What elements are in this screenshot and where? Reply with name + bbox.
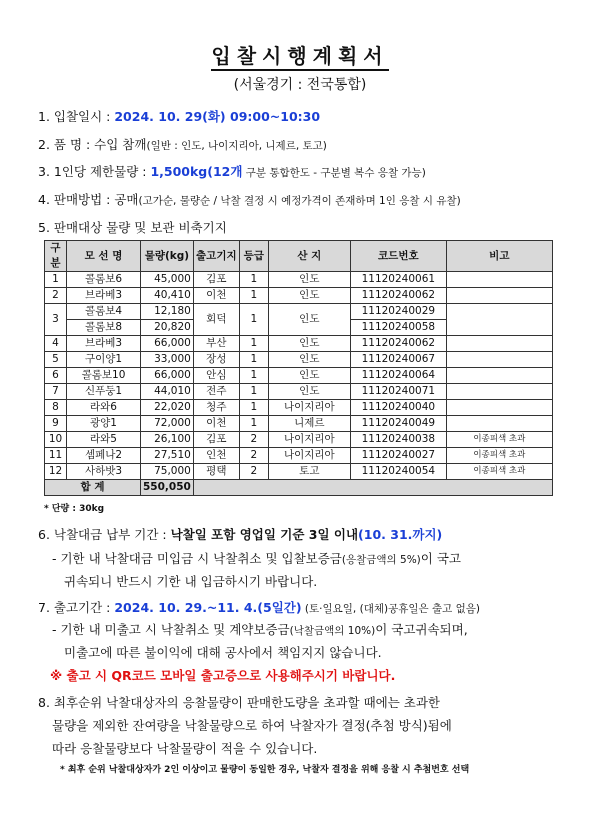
table-total-row — [45, 480, 553, 496]
table-row: 7 신푸둥1 44,010 전주 1 인도 11120240071 — [45, 384, 553, 400]
table-row: 12 사하밧3 75,000 평택 2 토고 11120240054 이종피색 초과 — [45, 464, 553, 480]
lottery-note: * 최후 순위 낙찰대상자가 2인 이상이고 물량이 동일한 경우, 낙찰자 결정을 위해 응찰 시 추첨번호 선택 — [60, 765, 470, 775]
section-2-item: 2. 품 명 : 수입 참깨(일반 : 인도, 나이지리아, 니제르, 토고) — [38, 137, 327, 152]
section-8-line-2: 물량을 제외한 잔여량을 낙찰물량으로 하여 낙찰자가 결정(추첨 방식)됨에 — [52, 718, 452, 733]
section-8-line-3: 따라 응찰물량보다 낙찰물량이 적을 수 있습니다. — [52, 741, 318, 756]
header-qty: 물량(kg) — [141, 241, 194, 272]
section-5-heading: 5. 판매대상 물량 및 보관 비축기지 — [38, 220, 227, 235]
table-row: 콜롬보8 20,820 11120240058 — [45, 320, 553, 336]
header-no: 구분 — [45, 241, 67, 272]
section-6-detail-1: - 기한 내 낙찰대금 미입금 시 낙찰취소 및 입찰보증금(응찰금액의 5%)이 국고 — [52, 551, 461, 566]
section-3-limit: 3. 1인당 제한물량 : 1,500kg(12개 구분 통합한도 - 구분별 복수 응찰 가능) — [38, 164, 426, 179]
header-depot: 출고기지 — [193, 241, 239, 272]
table-row: 1 콜롬보6 45,000 김포 1 인도 11120240061 — [45, 272, 553, 288]
table-row: 5 구이양1 33,000 장성 1 인도 11120240067 — [45, 352, 553, 368]
section-6-payment: 6. 낙찰대금 납부 기간 : 낙찰일 포함 영업일 기준 3일 이내(10. 31.까지) — [38, 527, 443, 542]
header-ship: 모 선 명 — [67, 241, 141, 272]
document-title: 입찰시행계획서 — [0, 40, 600, 69]
table-row: 9 광양1 72,000 이천 1 니제르 11120240049 — [45, 416, 553, 432]
table-row: 8 라와6 22,020 청주 1 나이지리아 11120240040 — [45, 400, 553, 416]
table-row: 10 라와5 26,100 김포 2 나이지리아 11120240038 이종피색 초과 — [45, 432, 553, 448]
table-row: 4 브라베3 66,000 부산 1 인도 11120240062 — [45, 336, 553, 352]
section-6-detail-2: 귀속되니 반드시 기한 내 입금하시기 바랍니다. — [64, 574, 318, 589]
sale-items-table — [44, 240, 553, 496]
section-4-sale-method: 4. 판매방법 : 공매(고가순, 물량순 / 낙찰 결정 시 예정가격이 존재하며 1인 응찰 시 유찰) — [38, 192, 461, 207]
total-label: 합 계 — [45, 480, 141, 496]
table-row: 2 브라베3 40,410 이천 1 인도 11120240062 — [45, 288, 553, 304]
table-row: 6 콜롬보10 66,000 안심 1 인도 11120240064 — [45, 368, 553, 384]
header-origin: 산 지 — [268, 241, 350, 272]
section-1-bid-datetime: 1. 입찰일시 : 2024. 10. 29(화) 09:00~10:30 — [38, 109, 321, 124]
header-note: 비고 — [446, 241, 552, 272]
table-row: 11 셈페나2 27,510 인천 2 나이지리아 11120240027 이종피색 초과 — [45, 448, 553, 464]
qr-notice: ※ 출고 시 QR코드 모바일 출고증으로 사용해주시기 바랍니다. — [50, 668, 396, 683]
header-grade: 등급 — [239, 241, 268, 272]
table-header-row — [45, 241, 553, 272]
document-subtitle: (서울경기 : 전국통합) — [233, 77, 367, 93]
unit-note: * 단량 : 30kg — [44, 504, 105, 514]
table-row: 3 콜롬보4 12,180 회덕 1 인도 11120240029 — [45, 304, 553, 320]
section-7-shipping: 7. 출고기간 : 2024. 10. 29.~11. 4.(5일간) (토·일요일, (대체)공휴일은 출고 없음) — [38, 600, 480, 615]
section-7-detail-2: 미출고에 따른 불이익에 대해 공사에서 책임지지 않습니다. — [64, 645, 382, 660]
section-8-line-1: 8. 최후순위 낙찰대상자의 응찰물량이 판매한도량을 초과할 때에는 초과한 — [38, 695, 440, 710]
total-value: 550,050 — [141, 480, 194, 496]
header-code: 코드번호 — [350, 241, 446, 272]
section-7-detail-1: - 기한 내 미출고 시 낙찰취소 및 계약보증금(낙찰금액의 10%)이 국고귀속되며, — [52, 622, 468, 637]
